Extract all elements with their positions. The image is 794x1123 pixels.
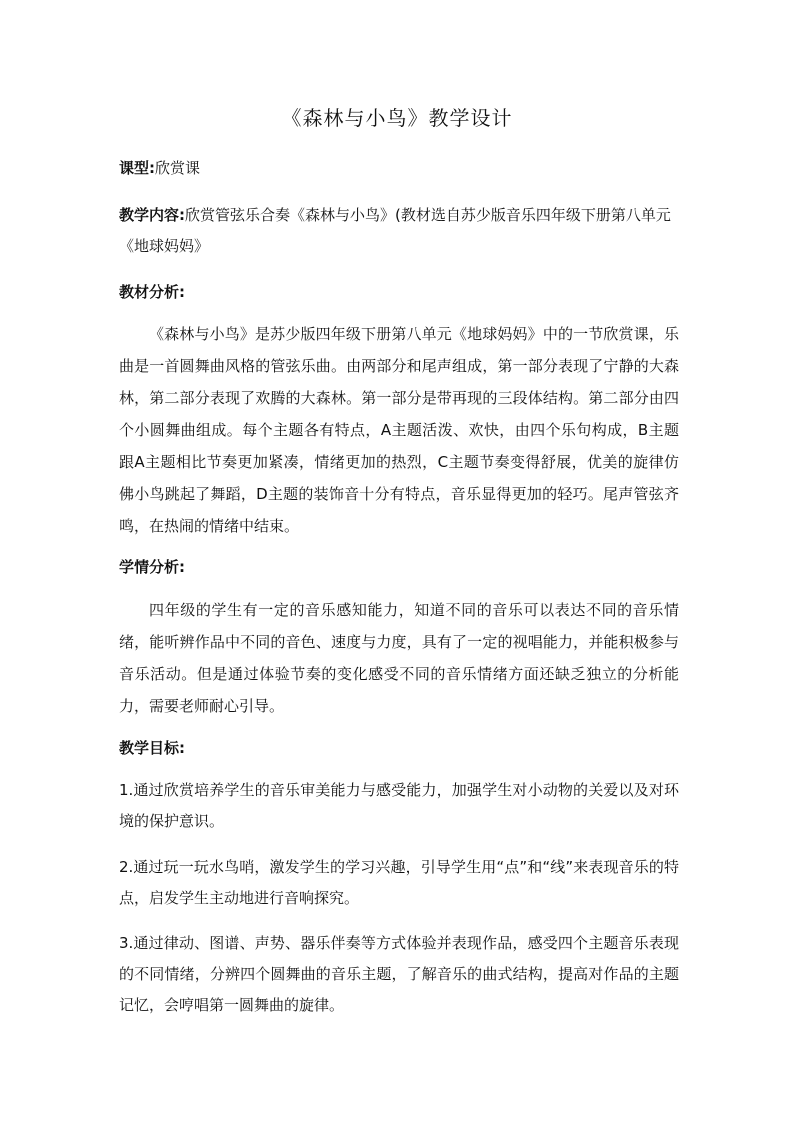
- material-analysis-heading: 教材分析:: [119, 283, 185, 301]
- learner-analysis-heading: 学情分析:: [119, 558, 185, 576]
- learner-analysis-paragraph: 四年级的学生有一定的音乐感知能力，知道不同的音乐可以表达不同的音乐情绪，能听辨作品中不同的音色、速度与力度，具有了一定的视唱能力，并能积极参与音乐活动。但是通过体验节奏的变化感受不同的音乐情绪方面还缺乏独立的分析能力，需要老师耐心引导。: [119, 601, 679, 715]
- document-title: 《森林与小鸟》教学设计: [281, 106, 513, 130]
- material-analysis-paragraph: 《森林与小鸟》是苏少版四年级下册第八单元《地球妈妈》中的一节欣赏课，乐曲是一首圆舞曲风格的管弦乐曲。由两部分和尾声组成，第一部分表现了宁静的大森林，第二部分表现了欢腾的大森林。第一部分是带再现的三段体结构。第二部分由四个小圆舞曲组成。每个主题各有特点，A主题活泼、欢快，由四个乐句构成，B主题跟A主题相比节奏更加紧凑，情绪更加的热烈，C主题节奏变得舒展，优美的旋律仿佛小鸟跳起了舞蹈，D主题的装饰音十分有特点，音乐显得更加的轻巧。尾声管弦齐鸣，在热闹的情绪中结束。: [119, 325, 679, 535]
- course-type-line: [119, 153, 679, 184]
- teaching-content-label: 教学内容:: [119, 206, 185, 224]
- objective-item-3: 3.通过律动、图谱、声势、器乐伴奏等方式体验并表现作品，感受四个主题音乐表现的不同情绪，分辨四个圆舞曲的音乐主题，了解音乐的曲式结构，提高对作品的主题记忆，会哼唱第一圆舞曲的旋律。: [119, 934, 679, 1014]
- teaching-content-value: 欣赏管弦乐合奏《森林与小鸟》(教材选自苏少版音乐四年级下册第八单元《地球妈妈》: [119, 206, 671, 255]
- objective-item-1: 1.通过欣赏培养学生的音乐审美能力与感受能力，加强学生对小动物的关爱以及对环境的保护意识。: [119, 781, 679, 830]
- objective-item-2: 2.通过玩一玩水鸟哨，激发学生的学习兴趣，引导学生用“点”和“线”来表现音乐的特点，启发学生主动地进行音响探究。: [119, 858, 679, 907]
- course-type-label: 课型:: [119, 159, 155, 177]
- objectives-heading: 教学目标:: [119, 739, 185, 757]
- teaching-content-line: [119, 200, 679, 262]
- course-type-value: 欣赏课: [155, 159, 201, 177]
